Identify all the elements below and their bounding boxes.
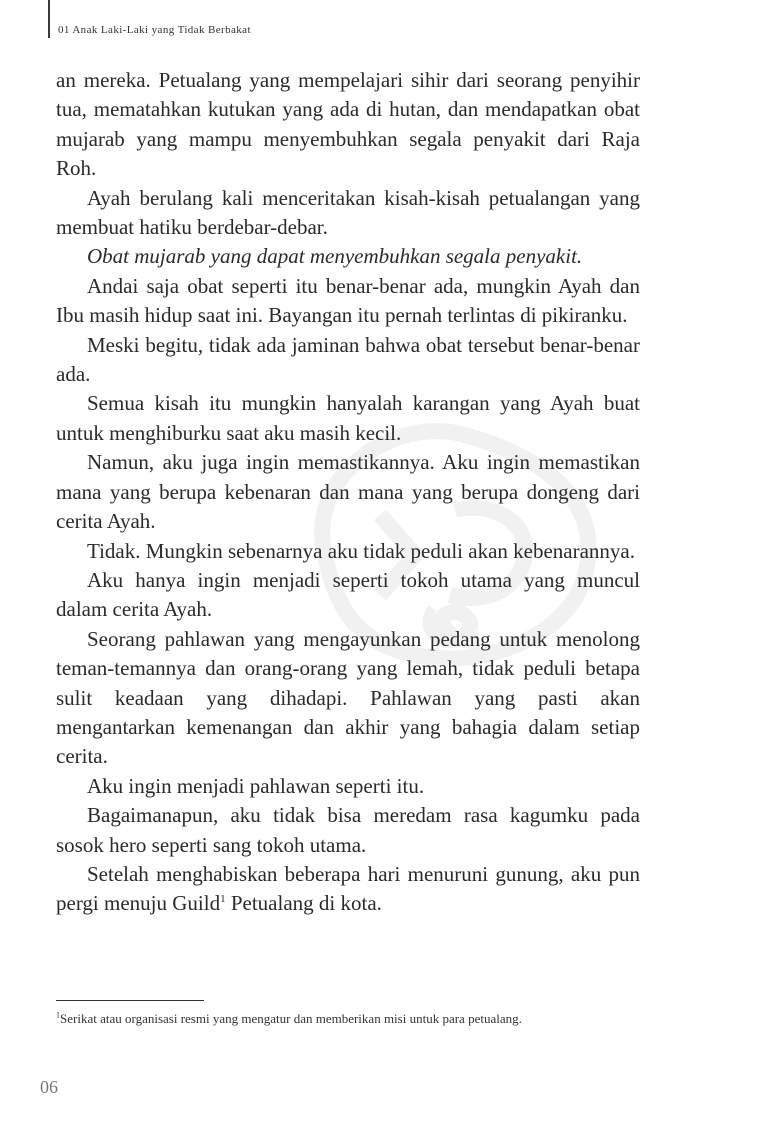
paragraph: Bagaimanapun, aku tidak bisa meredam rasa kagumku pada sosok hero seperti sang tokoh utama.	[56, 803, 640, 857]
paragraph-text: Petualang di kota.	[225, 891, 382, 916]
header-rule	[48, 0, 50, 38]
paragraph: Tidak. Mungkin sebenarnya aku tidak peduli akan kebenarannya.	[87, 538, 635, 563]
footnote-number: 1	[56, 1010, 60, 1020]
running-head: 01 Anak Laki-Laki yang Tidak Berbakat	[58, 24, 251, 36]
paragraph: Aku hanya ingin menjadi seperti tokoh utama yang muncul dalam cerita Ayah.	[56, 567, 640, 622]
paragraph: Andai saja obat seperti itu benar-benar ada, mungkin Ayah dan Ibu masih hidup saat ini. Bayangan itu pernah terlintas di pikiranku.	[56, 273, 640, 328]
paragraph: Aku ingin menjadi pahlawan seperti itu.	[87, 773, 425, 798]
paragraph: Meski begitu, tidak ada jaminan bahwa obat tersebut benar-benar ada.	[56, 332, 640, 387]
paragraph-with-footnote	[56, 860, 640, 919]
paragraph: Seorang pahlawan yang mengayunkan pedang untuk menolong teman-temannya dan orang-orang yang lemah, tidak peduli betapa sulit keadaan yang dihadapi. Pahlawan yang pasti akan mengantarkan kemenangan dan akhir yang bahagia dalam setiap cerita.	[56, 626, 640, 769]
paragraph: Namun, aku juga ingin memastikannya. Aku ingin memastikan mana yang berupa kebenaran dan mana yang berupa dongeng dari cerita Ayah.	[56, 450, 640, 534]
italic-paragraph: Obat mujarab yang dapat menyembuhkan segala penyakit.	[87, 244, 583, 269]
paragraph: an mereka. Petualang yang mempelajari sihir dari seorang penyihir tua, mematahkan kutukan yang ada di hutan, dan mendapatkan obat mujarab yang mampu menyembuhkan segala penyakit dari Raja Roh.	[56, 68, 640, 181]
footnote-marker[interactable]: 1	[220, 893, 226, 906]
paragraph: Semua kisah itu mungkin hanyalah karangan yang Ayah buat untuk menghiburku saat aku masih kecil.	[56, 391, 640, 445]
page-number: 06	[40, 1077, 58, 1097]
paragraph-text: Setelah menghabiskan beberapa hari menuruni gunung, aku pun pergi menuju Guild	[56, 861, 640, 916]
paragraph: Ayah berulang kali menceritakan kisah-kisah petualangan yang membuat hatiku berdebar-debar.	[56, 185, 640, 240]
footnote-text: Serikat atau organisasi resmi yang mengatur dan memberikan misi untuk para petualang.	[60, 1011, 522, 1026]
body-text	[56, 66, 640, 919]
footnote	[56, 1009, 634, 1028]
footnote-rule	[56, 1000, 204, 1001]
